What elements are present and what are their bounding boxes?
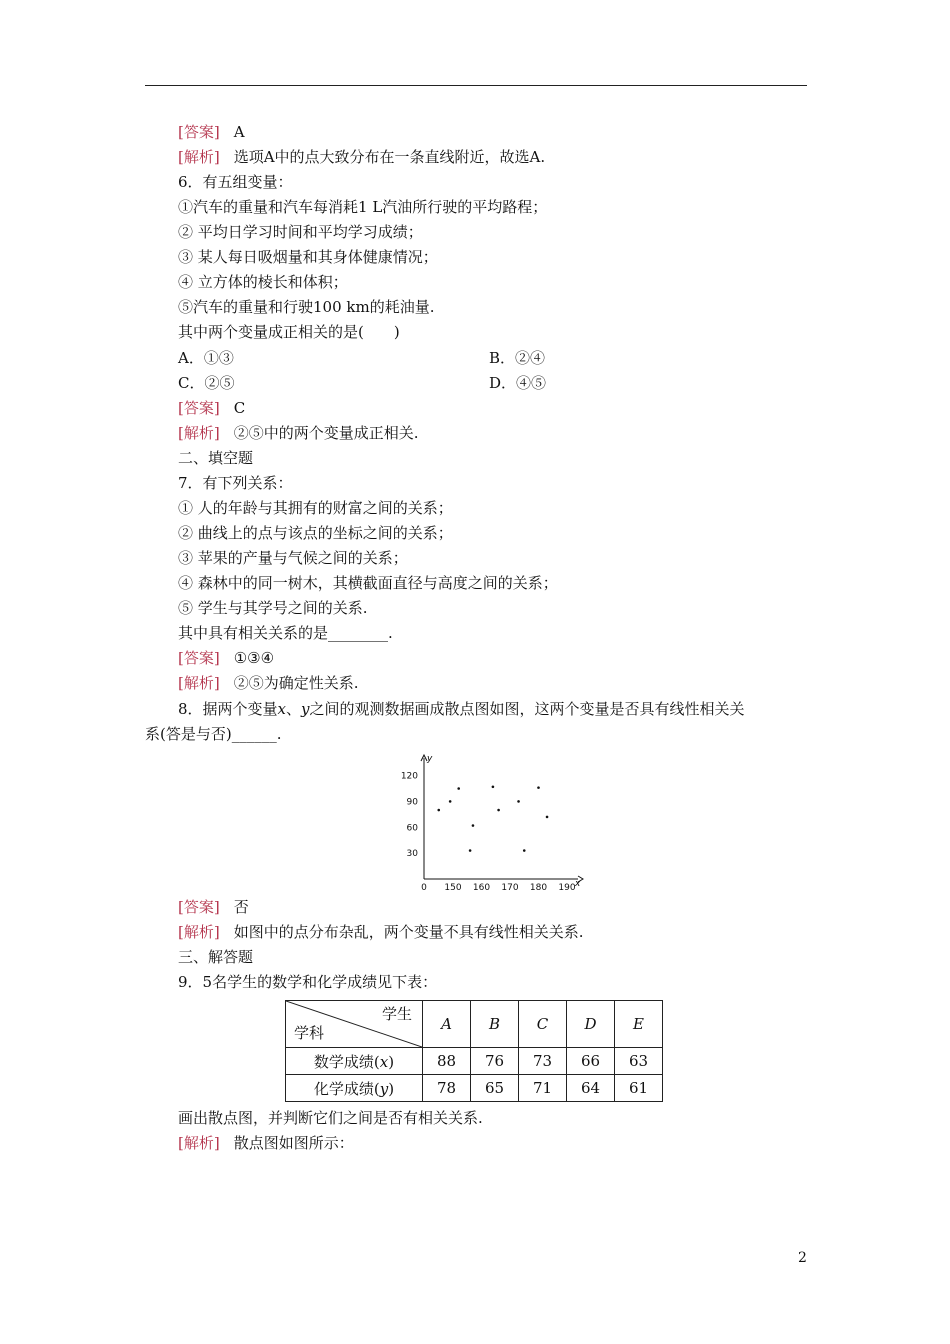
- q6-option-a: A．①③: [178, 349, 234, 367]
- table-corner-cell: [286, 1001, 423, 1048]
- table-cell: 88: [423, 1048, 471, 1075]
- q6-item-5: ⑤汽车的重量和行驶100 km的耗油量.: [178, 298, 435, 316]
- q7-ask: 其中具有相关关系的是________.: [178, 624, 393, 642]
- q6-item-3: ③ 某人每日吸烟量和其身体健康情况；: [178, 248, 438, 266]
- column-header: C: [519, 1001, 567, 1048]
- column-header: B: [471, 1001, 519, 1048]
- x-tick-label: 170: [501, 883, 519, 893]
- q6-option-d: D．④⑤: [489, 374, 547, 392]
- q6-item-1: ①汽车的重量和汽车每消耗1 L汽油所行驶的平均路程；: [178, 198, 548, 216]
- chart-axes: [421, 755, 583, 882]
- table-cell: 63: [615, 1048, 663, 1075]
- q7-item-2: ② 曲线上的点与该点的坐标之间的关系；: [178, 524, 453, 542]
- scores-table: [285, 1000, 663, 1102]
- q6-option-b: B．②④: [489, 349, 546, 367]
- y-tick-label: 60: [406, 823, 418, 834]
- table-cell: 64: [567, 1075, 615, 1102]
- answer-8: [答案] 否: [178, 898, 249, 916]
- q6-ask: 其中两个变量成正相关的是( ): [178, 323, 400, 341]
- column-header: E: [615, 1001, 663, 1048]
- section-solution: 三、解答题: [178, 948, 254, 966]
- explanation-9: [解析] 散点图如图所示：: [178, 1134, 354, 1152]
- q7-item-5: ⑤ 学生与其学号之间的关系.: [178, 599, 368, 617]
- table-cell: 66: [567, 1048, 615, 1075]
- q6-item-2: ② 平均日学习时间和平均学习成绩；: [178, 223, 423, 241]
- table-cell: 76: [471, 1048, 519, 1075]
- q7-item-3: ③ 苹果的产量与气候之间的关系；: [178, 549, 408, 567]
- scatter-point: [523, 849, 526, 852]
- q9-ask: 画出散点图，并判断它们之间是否有相关关系.: [178, 1109, 483, 1127]
- q6-option-c: C．②⑤: [178, 374, 235, 392]
- answer-6: [答案] C: [178, 399, 246, 417]
- scatter-point: [437, 809, 440, 812]
- answer-7: [答案] ①③④: [178, 649, 275, 667]
- question-7: 7．有下列关系：: [178, 474, 293, 492]
- table-cell: 73: [519, 1048, 567, 1075]
- row-label: 化学成绩(y): [286, 1075, 423, 1102]
- x-tick-label: 150: [444, 883, 462, 893]
- question-8-cont: 系(答是与否)______.: [145, 725, 282, 743]
- scatter-point: [469, 849, 472, 852]
- q7-item-1: ① 人的年龄与其拥有的财富之间的关系；: [178, 499, 453, 517]
- x-tick-label: 0: [421, 883, 427, 893]
- scatter-point: [546, 816, 549, 819]
- x-tick-label: 160: [472, 883, 491, 893]
- table-header-row: [286, 1001, 663, 1048]
- table-cell: 71: [519, 1075, 567, 1102]
- y-tick-label: 120: [400, 771, 418, 782]
- scatter-point: [537, 786, 540, 789]
- table-cell: 61: [615, 1075, 663, 1102]
- x-tick-label: 190: [558, 883, 576, 893]
- page-number: 2: [798, 1250, 807, 1266]
- q6-item-4: ④ 立方体的棱长和体积；: [178, 273, 348, 291]
- scatter-point: [497, 809, 500, 812]
- y-axis-label: y: [427, 754, 433, 764]
- column-header: D: [567, 1001, 615, 1048]
- y-tick-label: 30: [406, 849, 418, 860]
- corner-label-student: 学生: [381, 1005, 412, 1023]
- section-fill-blank: 二、填空题: [178, 449, 254, 467]
- corner-label-subject: 学科: [294, 1024, 325, 1042]
- row-label: 数学成绩(x): [286, 1048, 423, 1075]
- table-cell: 78: [423, 1075, 471, 1102]
- q7-item-4: ④ 森林中的同一树木，其横截面直径与高度之间的关系；: [178, 574, 558, 592]
- scatter-point: [472, 824, 475, 827]
- scatter-chart: [390, 752, 590, 894]
- scatter-point: [449, 800, 452, 803]
- question-8: 8．据两个变量x、y之间的观测数据画成散点图如图，这两个变量是否具有线性相关关: [178, 700, 745, 718]
- scatter-point: [492, 785, 495, 788]
- column-header: A: [423, 1001, 471, 1048]
- y-tick-label: 90: [406, 797, 418, 808]
- question-6: 6．有五组变量：: [178, 173, 293, 191]
- question-9: 9．5名学生的数学和化学成绩见下表：: [178, 973, 438, 991]
- table-row-math: [286, 1048, 663, 1075]
- explanation-8: [解析] 如图中的点分布杂乱，两个变量不具有线性相关关系.: [178, 923, 584, 941]
- header-rule: [145, 85, 807, 86]
- x-tick-label: 180: [529, 883, 548, 893]
- scatter-point: [517, 800, 520, 803]
- answer-5: [答案] A: [178, 123, 245, 141]
- table-row-chemistry: [286, 1075, 663, 1102]
- explanation-6: [解析] ②⑤中的两个变量成正相关.: [178, 424, 419, 442]
- table-cell: 65: [471, 1075, 519, 1102]
- scatter-point: [457, 787, 460, 790]
- explanation-7: [解析] ②⑤为确定性关系.: [178, 674, 359, 692]
- x-axis-label: x: [575, 879, 581, 889]
- explanation-5: [解析] 选项A中的点大致分布在一条直线附近，故选A.: [178, 148, 546, 166]
